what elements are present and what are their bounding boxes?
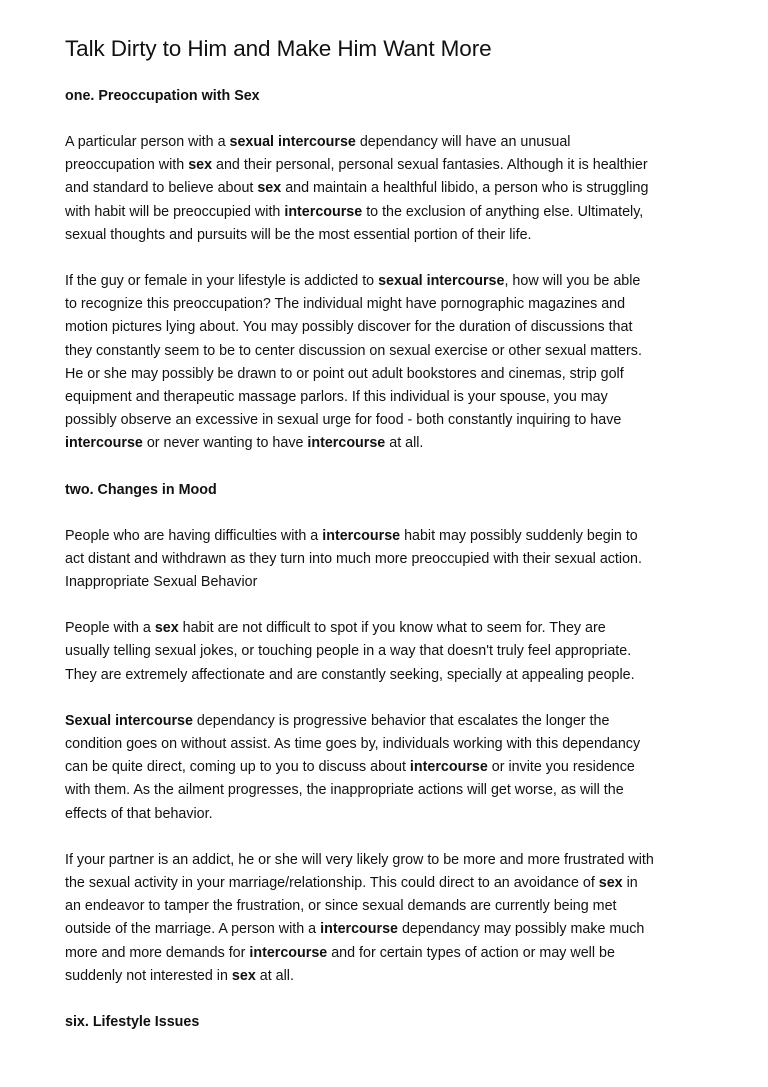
text-run: to recognize this preoccupation? The individual might have pornographic magazines and: [65, 296, 626, 313]
text-line: [65, 942, 705, 965]
text-line: [65, 803, 705, 826]
text-run: to the exclusion of anything else. Ultimately,: [362, 203, 644, 220]
text-run: Inappropriate Sexual Behavior: [65, 574, 258, 591]
text-run: effects of that behavior.: [65, 805, 213, 822]
paragraph: [65, 710, 705, 826]
bold-keyword: sex: [154, 620, 179, 637]
bold-keyword: intercourse: [320, 921, 398, 938]
document-title: Talk Dirty to Him and Make Him Want More: [65, 36, 492, 61]
text-run: dependancy is progressive behavior that escalates the longer the: [192, 712, 610, 729]
bold-keyword: sex: [598, 875, 623, 892]
text-run: more and more demands for: [65, 944, 250, 961]
text-run: usually telling sexual jokes, or touching people in a way that doesn't truly feel appropriate.: [65, 643, 632, 660]
text-run: or invite you residence: [487, 759, 635, 776]
bold-keyword: sex: [231, 967, 256, 984]
text-line: [65, 316, 705, 339]
text-line: [65, 895, 705, 918]
text-line: [65, 918, 705, 941]
text-run: possibly observe an excessive in sexual urge for food - both constantly inquiring to have: [65, 412, 622, 429]
bold-keyword: intercourse: [307, 435, 386, 452]
text-run: and maintain a healthful libido, a person who is struggling: [281, 180, 649, 197]
paragraph: [65, 131, 705, 247]
text-run: dependancy will have an unusual: [355, 134, 571, 150]
text-run: dependancy may possibly make much: [398, 921, 645, 938]
document-body: [65, 85, 705, 1034]
text-run: outside of the marriage. A person with a: [65, 921, 321, 938]
text-line: [65, 525, 705, 548]
text-line: [65, 779, 705, 802]
text-line: [65, 710, 705, 733]
text-run: They are extremely affectionate and are constantly seeking, specially at appealing people.: [65, 666, 635, 683]
text-line: [65, 965, 705, 988]
text-line: [65, 340, 705, 363]
text-line: [65, 131, 705, 154]
paragraph: [65, 849, 705, 988]
text-run: they constantly seem to be to center discussion on sexual exercise or other sexual matters.: [65, 342, 642, 359]
text-run: sexual thoughts and pursuits will be the most essential portion of their life.: [65, 226, 532, 243]
text-line: [65, 270, 705, 293]
bold-keyword: sexual intercourse: [378, 273, 505, 290]
text-run: A particular person with a: [65, 134, 230, 150]
text-run: an endeavor to tamper the frustration, or since sexual demands are currently being met: [65, 898, 617, 915]
text-run: , how will you be able: [504, 273, 641, 290]
text-run: or never wanting to have: [142, 435, 308, 452]
text-run: and their personal, personal sexual fantasies. Although it is healthier: [212, 157, 648, 174]
text-line: [65, 409, 705, 432]
text-line: [65, 640, 705, 663]
text-line: [65, 872, 705, 895]
bold-keyword: intercourse: [249, 944, 328, 961]
text-line: [65, 756, 705, 779]
text-run: at all.: [255, 967, 294, 984]
text-run: can be quite direct, coming up to you to discuss about: [65, 759, 410, 776]
text-line: [65, 432, 705, 455]
text-line: [65, 293, 705, 316]
document-page: [65, 34, 705, 1057]
text-line: [65, 201, 705, 224]
text-run: motion pictures lying about. You may possibly discover for the duration of discussions that: [65, 319, 633, 336]
bold-keyword: intercourse: [284, 203, 363, 220]
text-run: with habit will be preoccupied with: [65, 203, 285, 220]
text-line: [65, 571, 705, 594]
paragraph: [65, 525, 705, 595]
bold-keyword: sex: [257, 180, 282, 197]
text-run: and for certain types of action or may well be: [327, 944, 615, 961]
text-run: habit may possibly suddenly begin to: [400, 527, 638, 544]
text-line: [65, 177, 705, 200]
section-heading: six. Lifestyle Issues: [65, 1014, 200, 1031]
text-run: in: [622, 875, 638, 892]
bold-keyword: sex: [188, 157, 213, 174]
text-line: [65, 617, 705, 640]
text-line: [65, 733, 705, 756]
text-run: preoccupation with: [65, 157, 189, 174]
text-run: habit are not difficult to spot if you know what to seem for. They are: [178, 620, 606, 637]
text-line: [65, 154, 705, 177]
text-run: the sexual activity in your marriage/relationship. This could direct to an avoidance of: [65, 875, 599, 892]
text-run: condition goes on without assist. As time goes by, individuals working with this dependancy: [65, 736, 641, 753]
bold-keyword: intercourse: [322, 527, 401, 544]
text-run: at all.: [385, 435, 424, 452]
text-run: People who are having difficulties with a: [65, 527, 323, 544]
paragraph: [65, 617, 705, 687]
paragraph: [65, 270, 705, 456]
text-line: [65, 224, 705, 247]
bold-keyword: intercourse: [65, 435, 143, 452]
text-run: He or she may possibly be drawn to or point out adult bookstores and cinemas, strip golf: [65, 365, 624, 382]
text-line: [65, 363, 705, 386]
bold-keyword: Sexual intercourse: [65, 712, 193, 729]
text-run: and standard to believe about: [65, 180, 258, 197]
bold-keyword: intercourse: [409, 759, 488, 776]
text-run: act distant and withdrawn as they turn into much more preoccupied with their sexual action.: [65, 550, 642, 567]
section-heading: two. Changes in Mood: [65, 481, 217, 498]
section-heading: one. Preoccupation with Sex: [65, 88, 260, 104]
text-line: [65, 664, 705, 687]
text-run: People with a: [65, 620, 155, 637]
text-line: [65, 386, 705, 409]
text-run: If the guy or female in your lifestyle is addicted to: [65, 273, 379, 290]
text-run: If your partner is an addict, he or she will very likely grow to be more and more frustrated with: [65, 851, 654, 868]
bold-keyword: sexual intercourse: [229, 134, 356, 150]
text-run: suddenly not interested in: [65, 967, 232, 984]
text-line: [65, 849, 705, 872]
text-line: [65, 548, 705, 571]
text-run: with them. As the ailment progresses, the inappropriate actions will get worse, as will the: [65, 782, 624, 799]
text-run: equipment and therapeutic massage parlors. If this individual is your spouse, you may: [65, 389, 608, 406]
